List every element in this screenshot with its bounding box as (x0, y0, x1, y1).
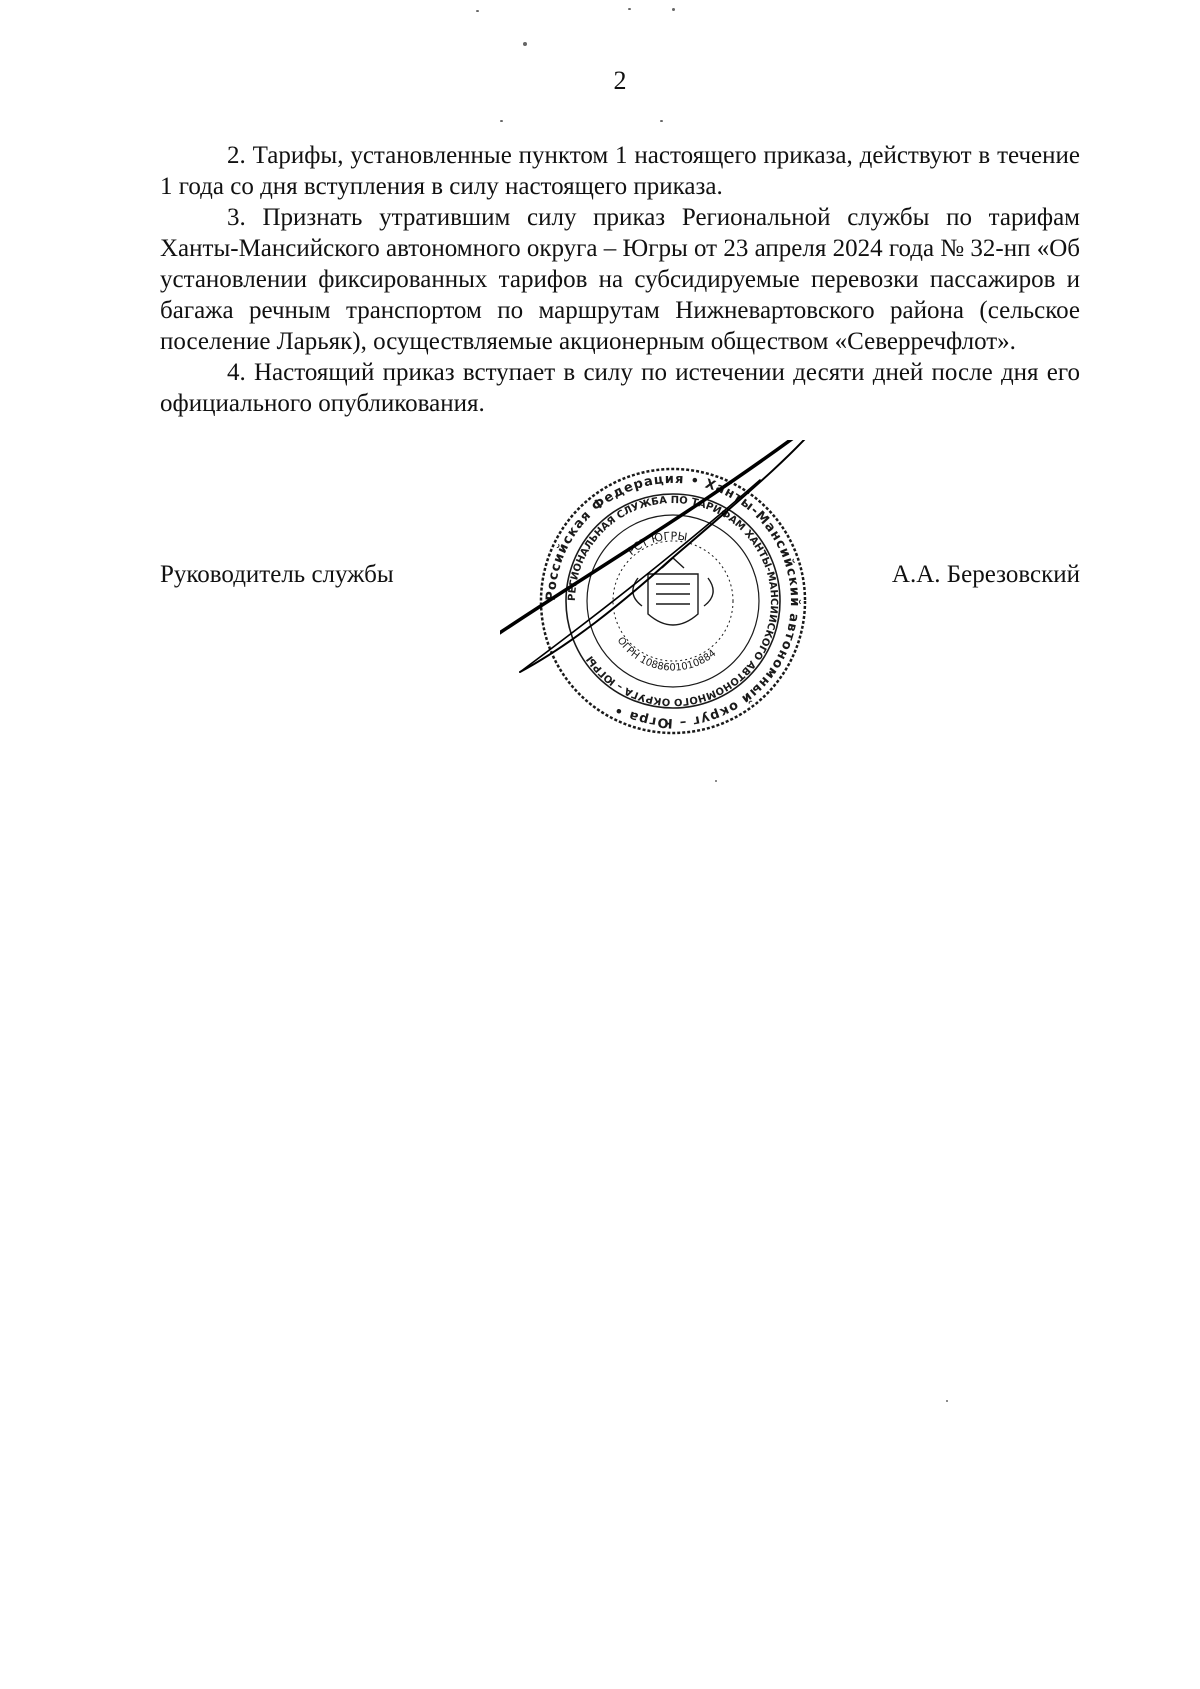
signatory-name: А.А. Березовский (891, 561, 1080, 588)
scan-speck (628, 8, 631, 10)
paragraph-3: 3. Признать утратившим силу приказ Региональной службы по тарифам Ханты-Мансийского автономного округа – Югры от 23 апреля 2024 года № 32-нп «Об установлении фиксированных тарифов на субсидируемые перевозки пассажиров и багажа речным транспортом по маршрутам Нижневартовского района (сельское поселение Ларьяк), осуществляемые акционерным обществом «Северречфлот». (160, 204, 1081, 355)
paragraph-4: 4. Настоящий приказ вступает в силу по истечении десяти дней после дня его официального опубликования. (160, 359, 1080, 417)
document-body (160, 140, 1080, 419)
page-number: 2 (613, 66, 627, 95)
scan-speck (476, 10, 479, 12)
seal-inner-text: РЕГИОНАЛЬНАЯ СЛУЖБА ПО ТАРИФАМ ХАНТЫ-МАНСИЙСКОГО АВТОНОМНОГО ОКРУГА – ЮГРЫ (566, 494, 780, 708)
scan-speck (523, 42, 527, 46)
seal-outer-text: Российская Федерация • Ханты-Мансийский автономный округ – Югра • (543, 471, 803, 731)
scan-speck (672, 8, 675, 11)
scan-speck (946, 1400, 948, 1402)
paragraph-2: 2. Тарифы, установленные пунктом 1 настоящего приказа, действуют в течение 1 года со дня вступления в силу настоящего приказа. (160, 142, 1080, 200)
handwritten-signature (500, 440, 920, 740)
seal-abbreviation: РСТ ЮГРЫ (624, 529, 689, 558)
scan-speck (500, 120, 503, 122)
seal-ogrn: ОГРН 1088601010884 (614, 635, 719, 674)
scan-speck (660, 120, 663, 122)
signatory-title: Руководитель службы (160, 561, 394, 588)
scan-speck (715, 780, 717, 782)
